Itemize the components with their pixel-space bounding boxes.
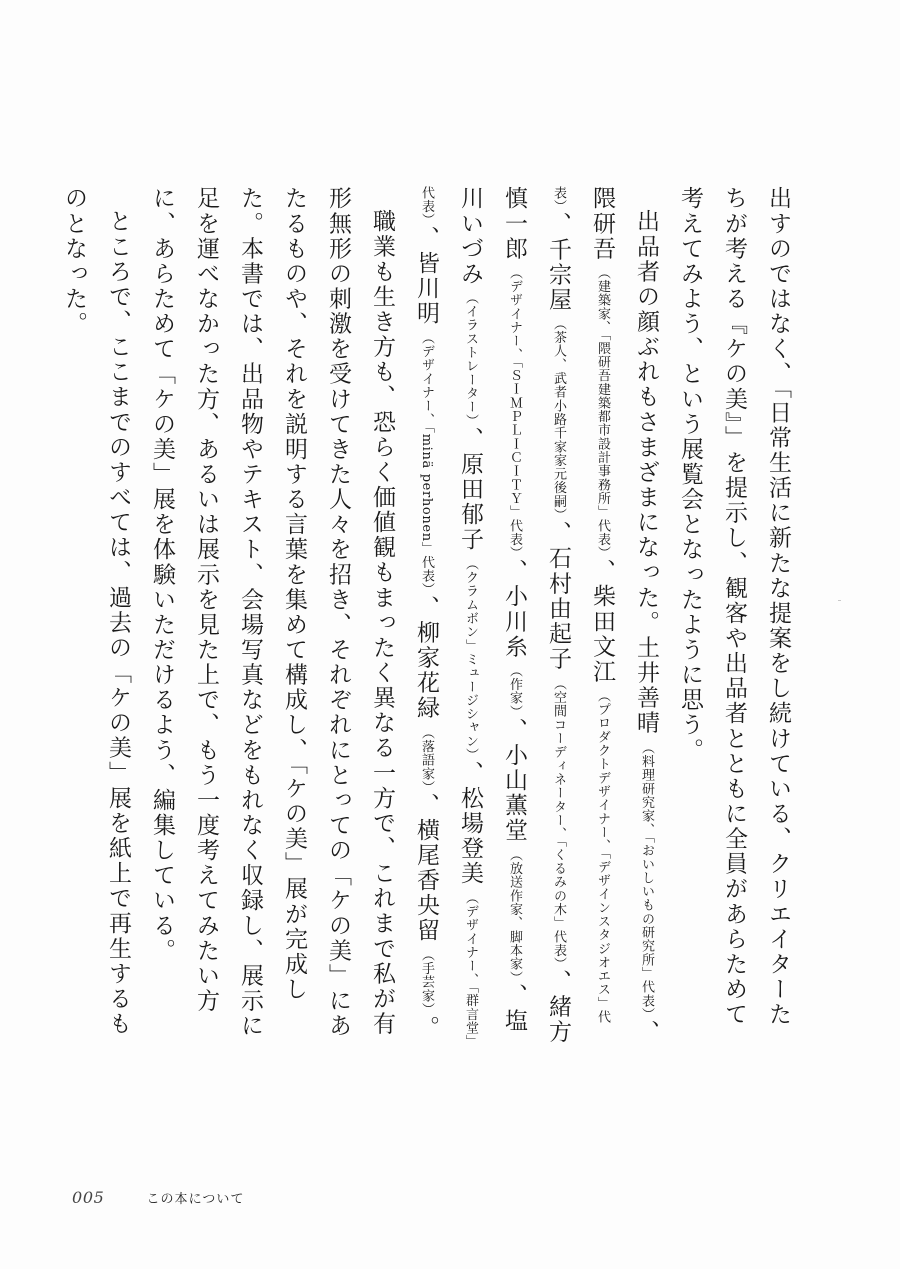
annotation-note: （デザイナー、「群言堂」代表） xyxy=(419,186,478,1042)
paper-speck xyxy=(838,600,841,601)
body-text-run: 。 xyxy=(413,1015,439,1041)
body-text-run: 出すのではなく、「日常生活に新たな提案をし続けている、クリエイターたちが考える『ケの美』」を提示し、観客や出品者とともに全員があらためて考えてみよう、という展覧会となったように思う。 xyxy=(677,186,791,1027)
body-text-run: 、横尾香央留 xyxy=(413,792,439,944)
body-paragraph xyxy=(668,186,800,1046)
body-text-run: 、千宗屋 xyxy=(545,212,571,313)
body-text-run: ところで、ここまでのすべては、過去の「ケの美」展を紙上で再生するものとなった。 xyxy=(61,186,131,1037)
annotation-note: （落語家） xyxy=(419,725,434,788)
annotation-note: （作家） xyxy=(507,664,522,713)
annotation-note: （プロダクトデザイナー、「デザインスタジオエス」代表） xyxy=(551,186,610,1025)
body-text-run: 、緒方慎一郎 xyxy=(501,186,571,1045)
body-text-run: 、皆川明 xyxy=(413,225,439,326)
annotation-note: （空間コーディネーター、「くるみの木」代表） xyxy=(551,676,566,964)
annotation-note: （料理研究家、「おいしいもの研究所」代表） xyxy=(639,740,654,1015)
body-text-run: 、松場登美 xyxy=(457,760,483,886)
body-paragraph xyxy=(404,186,668,1046)
page-footer xyxy=(72,1188,245,1212)
running-head: この本について xyxy=(146,1192,245,1207)
annotation-note: （デザイナー、「minä perhonen」代表） xyxy=(419,331,434,590)
body-text-run: 、塩川いづみ xyxy=(457,186,527,1034)
annotation-note: （イラストレーター） xyxy=(463,291,478,422)
annotation-note: （手芸家） xyxy=(419,948,434,1010)
body-text-run: 職業も生き方も、恐らく価値観もまったく異なる一方で、これまで私が有形無形の刺激を受けてきた人々を招き、それぞれにとっての「ケの美」にあたるものや、それを説明する言葉を集めて構成し、「ケの美」展が完成した。本書では、出品物やテキスト、会場写真などをもれなく収録し、展示に足を運べなかった方、あるいは展示を見た上で、もう一度考えてみたい方に、あらためて「ケの美」展を体験いただけるよう、編集している。 xyxy=(149,186,395,1039)
body-text-run: 、小山薫堂 xyxy=(501,717,527,844)
body-paragraph xyxy=(52,186,140,1046)
body-text-run: 、隈研吾 xyxy=(589,186,659,1045)
body-text-run: 、石村由起子 xyxy=(545,520,571,672)
annotation-note: （建築家、「隈研吾建築都市設計事務所」代表） xyxy=(595,266,610,554)
vertical-body-text xyxy=(61,186,800,1046)
body-paragraph xyxy=(140,186,404,1046)
body-text-run: 、原田郁子 xyxy=(457,426,483,553)
body-text-run: 、柳家花緑 xyxy=(413,595,439,721)
annotation-note: （茶人、武者小路千家家元後嗣） xyxy=(551,317,566,516)
body-text-run: 、柴田文江 xyxy=(589,558,615,685)
annotation-note: （デザイナー、「ＳＩＭＰＬＩＣＩＴＹ」代表） xyxy=(507,266,522,554)
body-text-run: 出品者の顔ぶれもさまざまになった。土井善晴 xyxy=(633,209,659,736)
annotation-note: （放送作家、脚本家） xyxy=(507,848,522,979)
annotation-note: （クラムボン」ミュージシャン） xyxy=(463,557,478,756)
page-number: 005 xyxy=(72,1188,105,1207)
body-text-run: 、小川糸 xyxy=(501,558,527,660)
